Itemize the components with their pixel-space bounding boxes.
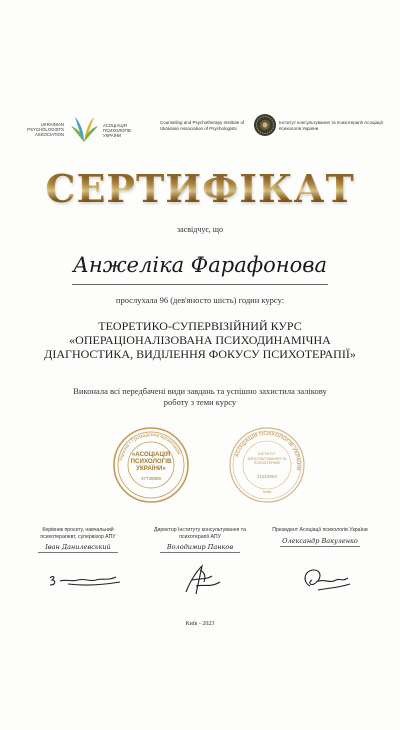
signature-director [152,527,248,553]
signature-underline [280,546,360,547]
institute-logo-ua-text: Інститут консультування та психотерапії Асоціації психологів України [279,120,383,131]
signature-name: Олександр Вакуленко [282,536,358,545]
institute-logo-en-text: Counseling and Psychotherapy Institute of Ukrainian Association of Psychologists [160,120,245,131]
hours-text: прослухала 96 (дев'яносто шість) годин курсу: [115,295,285,305]
institute-stamp [228,426,306,504]
institute-seal-icon [253,113,277,137]
upa-stamp-ring-text: Україна • Громадська організація [118,431,182,462]
signature-underline [38,552,118,553]
signature-name: Володимир Панков [166,543,234,551]
signature-name: Іван Данилевський [45,543,111,551]
handwritten-signature-2 [176,562,226,598]
signature-role: Керівник проєкту, навчальний психотерапевт, супервізор АПУ [40,527,116,540]
institute-stamp-ring-text: АСОЦІАЦІЯ ПСИХОЛОГІВ УКРАЇНИ [234,430,302,471]
handwritten-signature-3 [296,564,356,594]
upa-logo-en-text: UKRAINIAN PSYCHOLOGISTS ASSOCIATION [27,122,64,137]
signature-role: Президент Асоціації психологів України [272,527,368,533]
signature-underline [160,552,240,553]
certificate-title: СЕРТИФІКАТ [0,166,400,211]
signature-role: Директор Інституту консультування та психотерапії АПУ [154,527,246,540]
handwritten-signature-1 [44,566,126,592]
upa-stamp-code: 37738889 [140,476,162,481]
institute-stamp-city: Київ [263,490,271,494]
sprout-logo-icon [67,114,101,144]
upa-logo [26,112,136,146]
signature-president [272,527,368,546]
signature-project-lead [30,527,126,553]
institute-stamp-code: 41516084 [256,474,278,479]
course-title: ТЕОРЕТИКО-СУПЕРВІЗІЙНИЙ КУРС «ОПЕРАЦІОНАЛІЗОВАНА ПСИХОДИНАМІЧНА ДІАГНОСТИКА, ВИДІЛЕННЯ ФОКУСУ ПСИХОТЕРАПІЇ» [44,319,356,361]
upa-stamp [112,426,190,504]
city-year: Київ - 2023 [185,621,215,627]
upa-logo-ua-text: АСОЦІАЦІЯ ПСИХОЛОГІВ УКРАЇНИ [103,123,131,138]
completion-text: Виконала всі передбачені види завдань та успішно захистила залікову роботу з теми курсу [73,386,327,407]
name-underline [72,284,328,285]
certifies-text: засвідчує, що [177,225,223,234]
institute-stamp-center: ІНСТИТУТ КОНСУЛЬТУВАННЯ ТА ПСИХОТЕРАПІЇ [247,452,287,465]
institute-logo [160,113,383,143]
upa-stamp-center: «АСОЦІАЦІЯ ПСИХОЛОГІВ УКРАЇНИ» [130,451,172,472]
recipient-name: Анжеліка Фарафонова [72,253,328,277]
